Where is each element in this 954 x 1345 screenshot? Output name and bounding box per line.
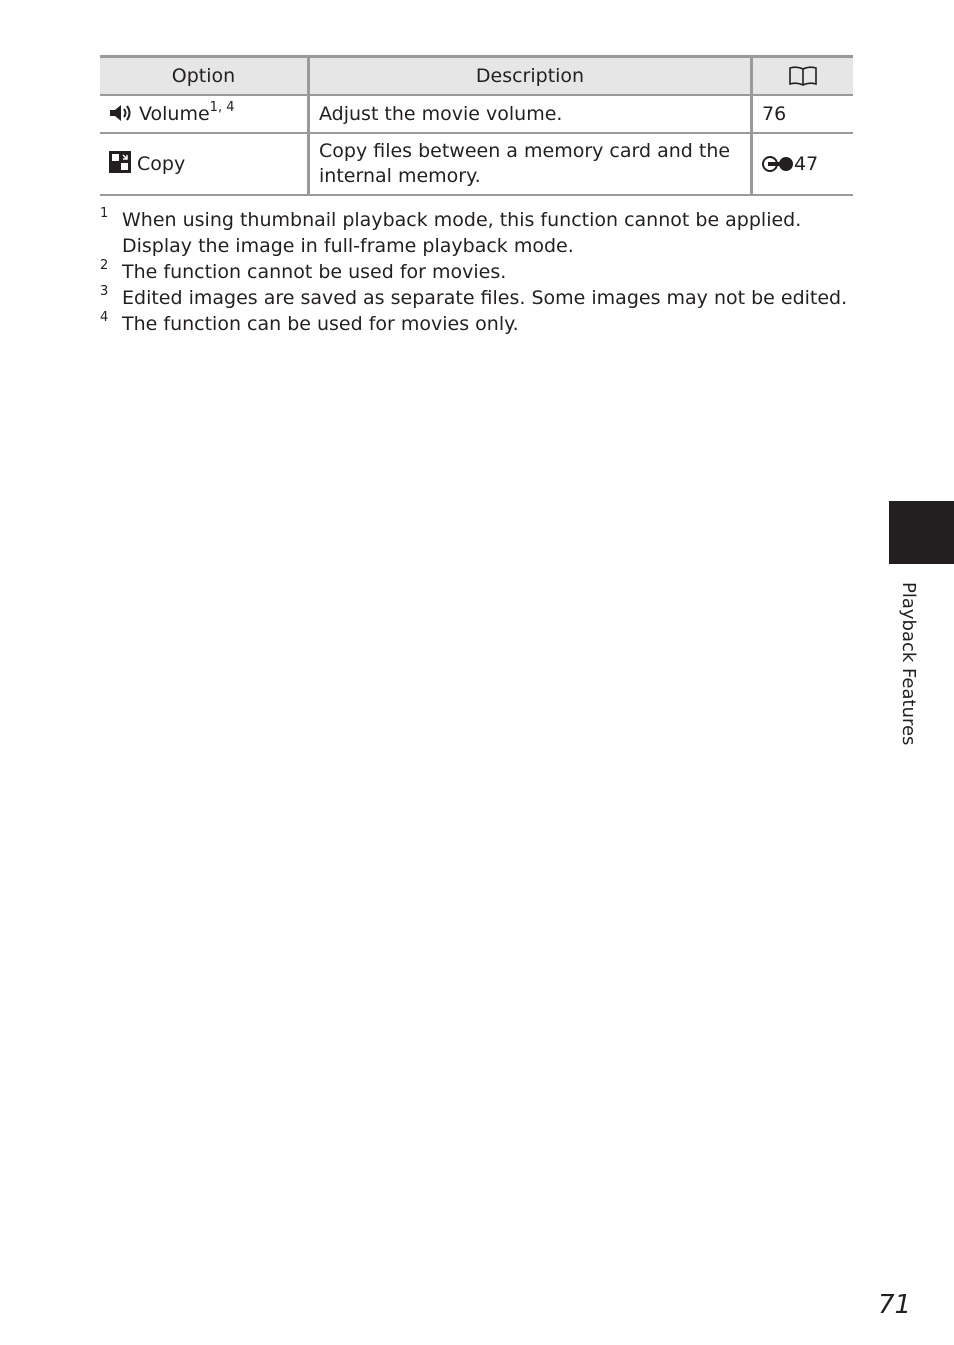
footnote-number: 3 [100,284,109,299]
speaker-volume-icon [109,103,133,123]
options-table [100,55,853,196]
header-option: Option [100,57,309,96]
option-label: Volume [139,102,210,125]
option-cell [100,95,309,133]
book-reference-icon [788,65,818,87]
footnote-text: When using thumbnail playback mode, this function cannot be applied. Display the image in full-frame playback mode. [122,209,802,257]
footnote-number: 1 [100,206,109,221]
footnote-number: 2 [100,258,109,273]
footnote-text: The function cannot be used for movies. [122,261,507,283]
page-number: 71 [878,1290,912,1320]
header-reference [752,57,854,96]
footnote [100,285,860,311]
reference-cell [752,133,854,195]
reference-cell: 76 [752,95,854,133]
footnotes [100,207,860,337]
chapter-tab [889,501,954,564]
footnote [100,311,860,337]
chapter-label: Playback Features [898,582,919,746]
reference-page: 47 [794,152,819,175]
footnote [100,259,860,285]
footnote [100,207,860,259]
header-description: Description [309,57,752,96]
option-cell [100,133,309,195]
option-label: Copy [137,153,186,175]
description-cell: Adjust the movie volume. [309,95,752,133]
table-header-row [100,57,853,96]
table-row [100,95,853,133]
footnote-text: The function can be used for movies only. [122,313,519,335]
table-row [100,133,853,195]
description-cell: Copy files between a memory card and the internal memory. [309,133,752,195]
footnote-text: Edited images are saved as separate files. Some images may not be edited. [122,287,848,309]
reference-section-icon [762,155,794,173]
footnote-number: 4 [100,310,109,325]
copy-icon [109,151,131,173]
footnote-ref: 1, 4 [209,99,235,115]
